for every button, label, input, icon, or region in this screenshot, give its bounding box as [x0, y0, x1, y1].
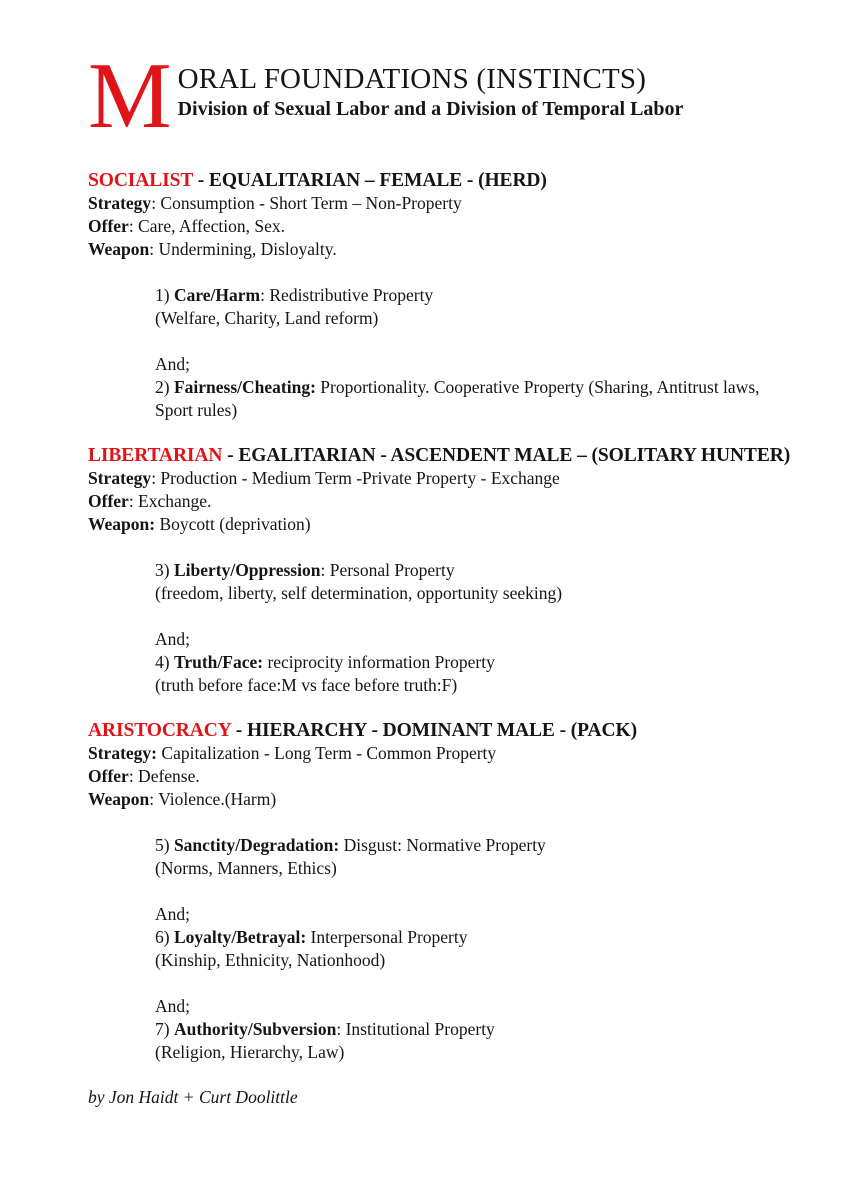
trait-offer: [88, 490, 793, 513]
section-aristocracy: [88, 719, 793, 1064]
item-paren-line: (freedom, liberty, self determination, opportunity seeking): [155, 582, 563, 603]
foundation-list: [155, 559, 765, 697]
and-connector: And;: [155, 903, 190, 924]
item-term: Fairness/Cheating:: [173, 376, 316, 397]
and-connector: And;: [155, 353, 190, 374]
section-header-rest: - HIERARCHY - DOMINANT MALE - (PACK): [231, 719, 637, 741]
item-number: 6): [155, 926, 174, 947]
section-header: [88, 444, 793, 467]
section-header-rest: - EGALITARIAN - ASCENDENT MALE – (SOLITARY HUNTER): [222, 444, 791, 466]
trait-text: : Defense.: [128, 765, 200, 786]
item-rest: reciprocity information Property: [263, 651, 495, 672]
item-paren-line: (Norms, Manners, Ethics): [155, 857, 337, 878]
item-main-line: [155, 834, 765, 857]
item-term: Authority/Subversion: [173, 1018, 337, 1039]
trait-strategy: [88, 192, 793, 215]
page-subtitle: Division of Sexual Labor and a Division of Temporal Labor: [177, 98, 684, 120]
item-rest: : Personal Property: [320, 559, 455, 580]
list-item: [155, 903, 765, 972]
item-rest: Proportionality. Cooperative Property (Sharing, Antitrust laws, Sport rules): [155, 376, 760, 420]
item-number: 1): [155, 284, 174, 305]
item-term: Truth/Face:: [173, 651, 264, 672]
item-main-line: [155, 1018, 765, 1041]
item-term: Sanctity/Degradation:: [173, 834, 340, 855]
trait-text: : Production - Medium Term -Private Property - Exchange: [151, 467, 560, 488]
item-main-line: [155, 559, 765, 582]
item-paren-line: (Religion, Hierarchy, Law): [155, 1041, 345, 1062]
item-number: 7): [155, 1018, 174, 1039]
item-paren-line: (Welfare, Charity, Land reform): [155, 307, 379, 328]
section-name: ARISTOCRACY: [88, 719, 232, 741]
trait-weapon: [88, 513, 793, 536]
item-main-line: [155, 651, 765, 674]
item-rest: : Redistributive Property: [260, 284, 434, 305]
trait-text: : Consumption - Short Term – Non-Property: [151, 192, 462, 213]
item-number: 4): [155, 651, 174, 672]
item-main-line: [155, 926, 765, 949]
item-term: Care/Harm: [173, 284, 261, 305]
list-item: [155, 353, 765, 422]
list-item: [155, 995, 765, 1064]
trait-label: Weapon: [88, 238, 150, 259]
section-name: SOCIALIST: [88, 169, 193, 191]
masthead: [88, 44, 793, 148]
trait-text: : Undermining, Disloyalty.: [149, 238, 337, 259]
item-paren-line: (Kinship, Ethnicity, Nationhood): [155, 949, 386, 970]
foundation-list: [155, 834, 765, 1064]
trait-label: Offer: [88, 765, 129, 786]
list-item: [155, 628, 765, 697]
list-item: [155, 559, 765, 605]
trait-strategy: [88, 467, 793, 490]
item-term: Loyalty/Betrayal:: [173, 926, 307, 947]
trait-text: Boycott (deprivation): [155, 513, 311, 534]
trait-text: : Care, Affection, Sex.: [128, 215, 285, 236]
and-connector: And;: [155, 628, 190, 649]
item-number: 5): [155, 834, 174, 855]
byline: by Jon Haidt + Curt Doolittle: [88, 1086, 298, 1107]
item-number: 2): [155, 376, 174, 397]
list-item: [155, 284, 765, 330]
trait-offer: [88, 215, 793, 238]
item-main-line: [155, 376, 765, 422]
trait-label: Offer: [88, 215, 129, 236]
item-number: 3): [155, 559, 174, 580]
page-title: ORAL FOUNDATIONS (INSTINCTS): [177, 63, 647, 95]
list-item: [155, 834, 765, 880]
section-libertarian: [88, 444, 793, 697]
trait-text: : Exchange.: [128, 490, 212, 511]
item-term: Liberty/Oppression: [173, 559, 321, 580]
item-rest: Disgust: Normative Property: [339, 834, 546, 855]
section-socialist: [88, 169, 793, 422]
trait-weapon: [88, 238, 793, 261]
trait-label: Strategy:: [88, 742, 158, 763]
and-connector: And;: [155, 995, 190, 1016]
item-rest: Interpersonal Property: [306, 926, 468, 947]
trait-text: : Violence.(Harm): [149, 788, 277, 809]
item-main-line: [155, 284, 765, 307]
trait-text: Capitalization - Long Term - Common Property: [157, 742, 497, 763]
trait-label: Strategy: [88, 192, 152, 213]
trait-label: Weapon:: [88, 513, 156, 534]
item-rest: : Institutional Property: [336, 1018, 495, 1039]
trait-strategy: [88, 742, 793, 765]
section-header: [88, 169, 793, 192]
masthead-text: [178, 62, 684, 122]
item-paren-line: (truth before face:M vs face before truth:F): [155, 674, 458, 695]
trait-label: Offer: [88, 490, 129, 511]
trait-offer: [88, 765, 793, 788]
foundation-list: [155, 284, 765, 422]
section-header-rest: - EQUALITARIAN – FEMALE - (HERD): [192, 169, 547, 191]
trait-weapon: [88, 788, 793, 811]
section-header: [88, 719, 793, 742]
trait-label: Strategy: [88, 467, 152, 488]
section-name: LIBERTARIAN: [88, 444, 223, 466]
dropcap-letter: M: [88, 44, 170, 148]
trait-label: Weapon: [88, 788, 150, 809]
